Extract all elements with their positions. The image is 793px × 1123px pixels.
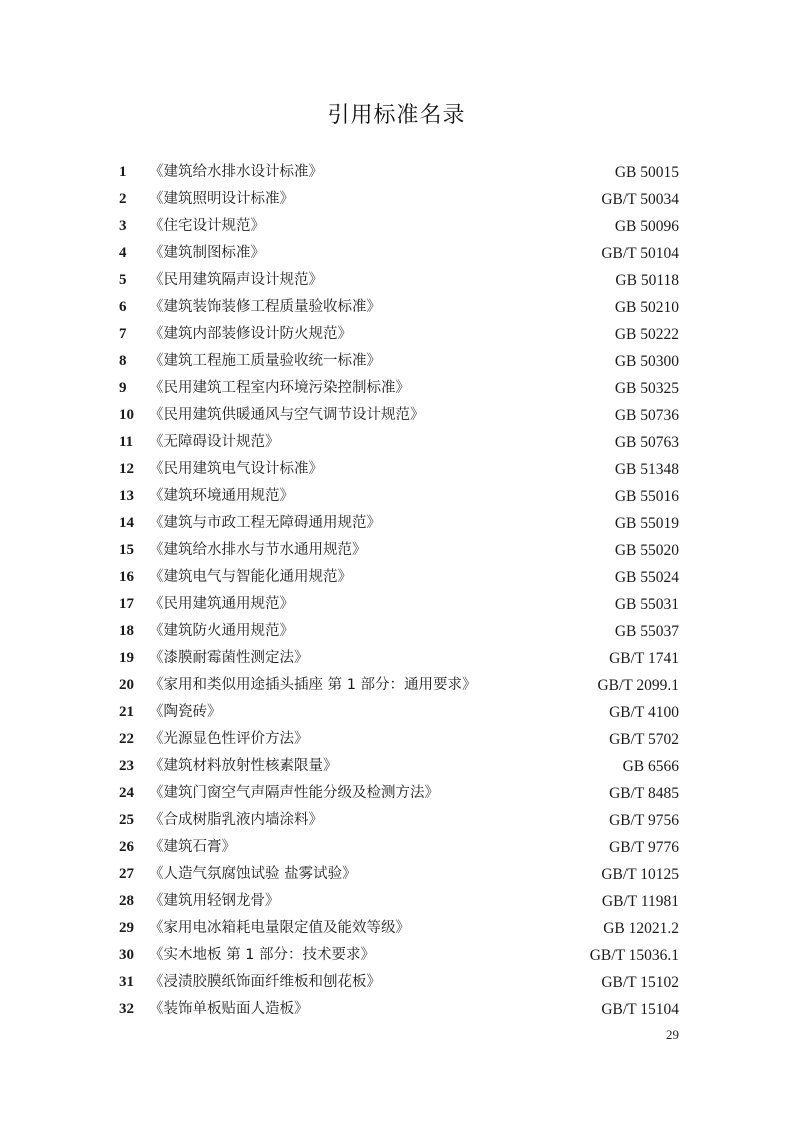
reference-code: GB/T 1741 — [609, 650, 679, 667]
reference-code: GB 50736 — [614, 407, 679, 424]
reference-title: 《建筑内部装修设计防火规范》 — [149, 326, 352, 342]
reference-title: 《建筑用轻钢龙骨》 — [149, 893, 280, 909]
reference-code: GB 50210 — [614, 299, 679, 316]
reference-row — [119, 807, 679, 834]
reference-number: 9 — [119, 380, 127, 396]
reference-number: 4 — [119, 245, 127, 261]
reference-title: 《民用建筑隔声设计规范》 — [149, 272, 323, 288]
reference-code: GB/T 4100 — [609, 704, 679, 721]
reference-number: 17 — [119, 596, 134, 612]
reference-row — [119, 483, 679, 510]
reference-row — [119, 726, 679, 753]
page-title: 引用标准名录 — [327, 103, 466, 128]
reference-code: GB/T 50104 — [601, 245, 679, 262]
reference-code: GB 51348 — [614, 461, 679, 478]
reference-number: 22 — [119, 731, 134, 747]
reference-code: GB/T 50034 — [601, 191, 679, 208]
reference-code: GB 50096 — [614, 218, 679, 235]
reference-title: 《无障碍设计规范》 — [149, 434, 280, 450]
reference-title: 《浸渍胶膜纸饰面纤维板和刨花板》 — [149, 974, 381, 990]
reference-code: GB 50118 — [615, 272, 679, 289]
reference-row — [119, 645, 679, 672]
reference-title: 《建筑电气与智能化通用规范》 — [149, 569, 352, 585]
reference-row — [119, 996, 679, 1023]
reference-title: 《建筑装饰装修工程质量验收标准》 — [149, 299, 381, 315]
reference-title: 《民用建筑供暖通风与空气调节设计规范》 — [149, 407, 425, 423]
reference-title: 《建筑与市政工程无障碍通用规范》 — [149, 515, 381, 531]
reference-code: GB 50015 — [614, 164, 679, 181]
reference-code: GB 12021.2 — [603, 920, 679, 937]
reference-number: 16 — [119, 569, 134, 585]
reference-number: 7 — [119, 326, 127, 342]
reference-number: 1 — [119, 164, 127, 180]
reference-number: 13 — [119, 488, 134, 504]
reference-title: 《建筑工程施工质量验收统一标准》 — [149, 353, 381, 369]
reference-number: 3 — [119, 218, 127, 234]
reference-title: 《民用建筑通用规范》 — [149, 596, 294, 612]
reference-row — [119, 591, 679, 618]
reference-title: 《装饰单板贴面人造板》 — [149, 1001, 309, 1017]
reference-code: GB/T 10125 — [601, 866, 679, 883]
reference-number: 6 — [119, 299, 127, 315]
reference-title: 《漆膜耐霉菌性测定法》 — [149, 650, 309, 666]
reference-title: 《合成树脂乳液内墙涂料》 — [149, 812, 323, 828]
reference-number: 25 — [119, 812, 134, 828]
reference-list — [119, 159, 679, 1023]
reference-row — [119, 834, 679, 861]
reference-number: 18 — [119, 623, 134, 639]
reference-number: 2 — [119, 191, 127, 207]
reference-row — [119, 942, 679, 969]
reference-row — [119, 672, 679, 699]
reference-number: 31 — [119, 974, 134, 990]
reference-number: 8 — [119, 353, 127, 369]
reference-title: 《建筑给水排水设计标准》 — [149, 164, 323, 180]
reference-code: GB/T 11981 — [601, 893, 679, 910]
reference-row — [119, 375, 679, 402]
page-number: 29 — [666, 1027, 679, 1042]
reference-title: 《建筑材料放射性核素限量》 — [149, 758, 338, 774]
reference-number: 24 — [119, 785, 134, 801]
reference-row — [119, 159, 679, 186]
reference-code: GB/T 2099.1 — [597, 677, 679, 694]
reference-row — [119, 456, 679, 483]
reference-row — [119, 861, 679, 888]
reference-title: 《建筑给水排水与节水通用规范》 — [149, 542, 367, 558]
reference-number: 5 — [119, 272, 127, 288]
reference-row — [119, 510, 679, 537]
reference-code: GB/T 15104 — [601, 1001, 679, 1018]
reference-title: 《民用建筑工程室内环境污染控制标准》 — [149, 380, 410, 396]
reference-title: 《建筑门窗空气声隔声性能分级及检测方法》 — [149, 785, 439, 801]
reference-number: 32 — [119, 1001, 134, 1017]
reference-title: 《陶瓷砖》 — [149, 704, 222, 720]
reference-code: GB 55019 — [614, 515, 679, 532]
reference-title: 《建筑石膏》 — [149, 839, 236, 855]
reference-title: 《建筑照明设计标准》 — [149, 191, 294, 207]
reference-title: 《建筑防火通用规范》 — [149, 623, 294, 639]
reference-code: GB 55020 — [614, 542, 679, 559]
reference-row — [119, 780, 679, 807]
reference-code: GB/T 15036.1 — [589, 947, 679, 964]
reference-number: 21 — [119, 704, 134, 720]
reference-code: GB 50222 — [614, 326, 679, 343]
reference-code: GB 55024 — [614, 569, 679, 586]
reference-row — [119, 753, 679, 780]
reference-code: GB 6566 — [622, 758, 679, 775]
reference-row — [119, 240, 679, 267]
reference-row — [119, 537, 679, 564]
reference-code: GB 50300 — [614, 353, 679, 370]
reference-row — [119, 321, 679, 348]
reference-title: 《建筑制图标准》 — [149, 245, 265, 261]
reference-title: 《家用和类似用途插头插座 第 1 部分：通用要求》 — [149, 677, 477, 693]
reference-title: 《民用建筑电气设计标准》 — [149, 461, 323, 477]
reference-number: 30 — [119, 947, 134, 963]
reference-number: 28 — [119, 893, 134, 909]
reference-number: 14 — [119, 515, 134, 531]
reference-number: 12 — [119, 461, 134, 477]
reference-row — [119, 294, 679, 321]
reference-code: GB/T 15102 — [601, 974, 679, 991]
reference-number: 15 — [119, 542, 134, 558]
reference-row — [119, 915, 679, 942]
reference-code: GB/T 8485 — [609, 785, 679, 802]
reference-row — [119, 699, 679, 726]
reference-number: 10 — [119, 407, 134, 423]
reference-row — [119, 888, 679, 915]
reference-code: GB/T 9776 — [609, 839, 679, 856]
reference-number: 11 — [119, 434, 134, 450]
reference-title: 《光源显色性评价方法》 — [149, 731, 309, 747]
reference-number: 20 — [119, 677, 134, 693]
reference-code: GB 55031 — [614, 596, 679, 613]
reference-number: 26 — [119, 839, 134, 855]
reference-row — [119, 429, 679, 456]
reference-code: GB 55037 — [614, 623, 679, 640]
reference-code: GB/T 5702 — [609, 731, 679, 748]
reference-title: 《住宅设计规范》 — [149, 218, 265, 234]
reference-title: 《家用电冰箱耗电量限定值及能效等级》 — [149, 920, 410, 936]
reference-row — [119, 186, 679, 213]
reference-row — [119, 267, 679, 294]
reference-number: 19 — [119, 650, 134, 666]
reference-number: 29 — [119, 920, 134, 936]
reference-row — [119, 969, 679, 996]
reference-number: 27 — [119, 866, 134, 882]
reference-code: GB/T 9756 — [609, 812, 679, 829]
reference-title: 《建筑环境通用规范》 — [149, 488, 294, 504]
reference-number: 23 — [119, 758, 134, 774]
reference-code: GB 50763 — [614, 434, 679, 451]
reference-code: GB 55016 — [614, 488, 679, 505]
reference-row — [119, 618, 679, 645]
reference-code: GB 50325 — [614, 380, 679, 397]
reference-row — [119, 213, 679, 240]
reference-row — [119, 348, 679, 375]
reference-title: 《人造气氛腐蚀试验 盐雾试验》 — [149, 866, 357, 882]
reference-row — [119, 564, 679, 591]
reference-row — [119, 402, 679, 429]
reference-title: 《实木地板 第 1 部分：技术要求》 — [149, 947, 376, 963]
